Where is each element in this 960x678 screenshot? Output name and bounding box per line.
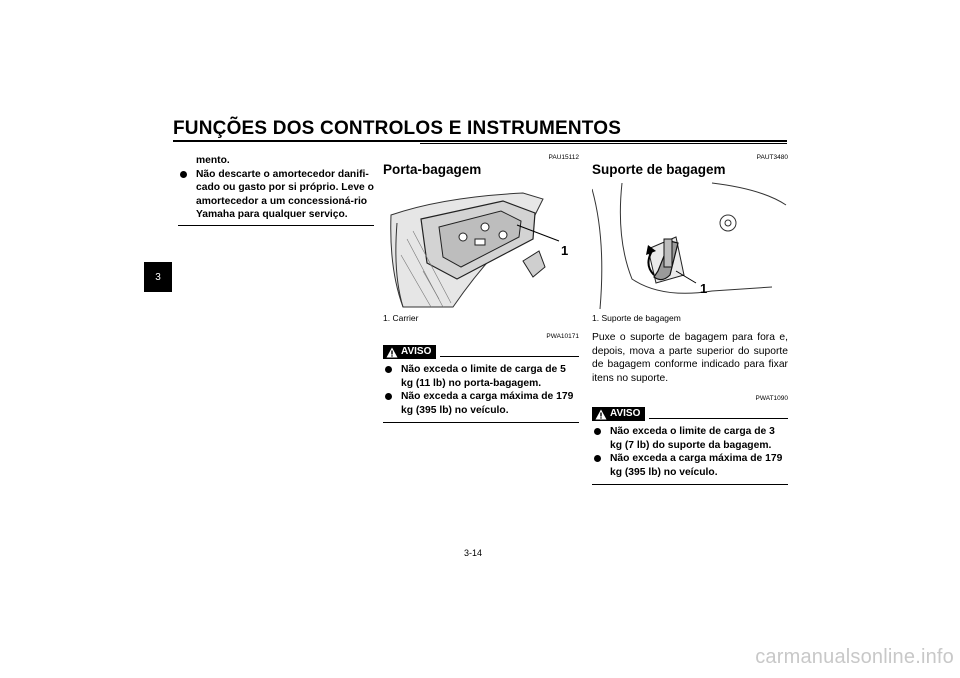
page-title: FUNÇÕES DOS CONTROLOS E INSTRUMENTOS [173,118,622,139]
header-rule-secondary [420,143,787,144]
warning-header [592,407,788,421]
bullet-icon [594,428,601,435]
bullet-icon [385,393,392,400]
warning-list [383,363,579,417]
page-number: 3-14 [464,548,483,558]
reference-code: PAUT3480 [756,154,788,161]
warning-code: PWAT1090 [755,395,788,402]
column-1 [178,154,374,226]
list-item: Não exceda a carga máxima de 179 kg (395 lb) no veículo. [592,452,788,479]
warning-triangle-icon [386,347,398,358]
warning-rule [649,418,788,419]
list-item: Não descarte o amortecedor danifi-cado ou gasto por si próprio. Leve o amortecedor a um concessioná-rio Yamaha para qualquer serviço. [178,168,374,222]
figure-caption: 1. Suporte de bagagem [592,312,681,323]
section-title: Suporte de bagagem [592,162,726,177]
warning-label: AVISO [401,346,432,358]
warning-badge [383,345,436,359]
warning-triangle-icon [595,409,607,420]
list-item: Não exceda a carga máxima de 179 kg (395 lb) no veículo. [383,390,579,417]
warning-badge [592,407,645,421]
warning-rule [440,356,579,357]
luggage-hook-figure [592,179,788,309]
warning-code: PWA10171 [546,333,579,340]
figure-callout: 1 [700,280,708,296]
warning-list [592,425,788,479]
carrier-figure [383,179,579,309]
figure-callout: 1 [561,242,569,258]
reference-code: PAU15112 [548,154,579,161]
figure-caption: 1. Carrier [383,312,419,323]
section-title: Porta-bagagem [383,162,482,177]
bullet-icon [385,366,392,373]
list-item: Não exceda o limite de carga de 3 kg (7 lb) do suporte da bagagem. [592,425,788,452]
bullet-icon [180,171,187,178]
bullet-list [178,168,374,222]
body-paragraph: Puxe o suporte de bagagem para fora e, depois, mova a parte superior do suporte de bagagem conforme indicado para fixar itens no suporte. [592,332,788,384]
watermark: carmanualsonline.info [755,646,954,668]
continued-text: mento. [196,155,230,166]
column-2 [383,154,579,423]
header-rule [173,140,787,142]
warning-label: AVISO [610,408,641,420]
section-end-rule [383,422,579,423]
bullet-icon [594,455,601,462]
warning-header [383,345,579,359]
chapter-tab-label: 3 [155,271,161,283]
list-item: Não exceda o limite de carga de 5 kg (11 lb) no porta-bagagem. [383,363,579,390]
section-end-rule [178,225,374,226]
column-3 [592,154,788,485]
section-end-rule [592,484,788,485]
chapter-tab [144,262,172,292]
